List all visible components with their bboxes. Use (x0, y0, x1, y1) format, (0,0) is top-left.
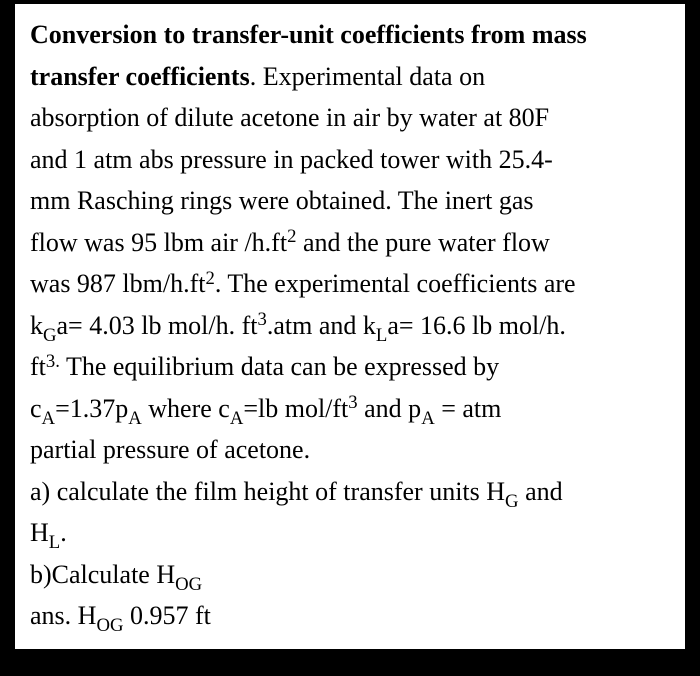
problem-line-1 (30, 14, 671, 56)
kl-symbol: .atm and k (266, 310, 376, 340)
question-b (30, 554, 671, 596)
problem-line-3: absorption of dilute acetone in air by water at 80F (30, 103, 550, 132)
kga-value: a= 4.03 lb mol/h. ft (56, 310, 258, 340)
ca-unit: =lb mol/ft (243, 393, 349, 423)
subscript: OG (175, 573, 203, 595)
problem-card (15, 4, 685, 649)
subscript: L (375, 324, 388, 346)
kg-symbol: k (30, 310, 43, 340)
subscript: A (229, 407, 244, 429)
problem-line-7 (30, 263, 671, 305)
hl-symbol: H (30, 518, 49, 547)
answer-value: 0.957 ft (123, 601, 211, 630)
superscript: 2 (287, 226, 297, 248)
subscript: G (43, 324, 57, 346)
superscript: 2 (205, 267, 215, 289)
water-flow-value: was 987 lbm/h.ft (30, 269, 206, 298)
answer-line (30, 595, 671, 637)
title-bold-part-1: Conversion to transfer-unit coefficients from mass (30, 20, 587, 49)
superscript: 3 (257, 309, 267, 331)
subscript: L (48, 532, 61, 554)
ca-symbol: c (30, 393, 42, 423)
subscript: A (128, 407, 142, 429)
superscript: 3 (348, 392, 358, 414)
problem-line-5: mm Rasching rings were obtained. The inert gas (30, 186, 534, 215)
problem-line-8 (30, 305, 671, 347)
unit-ft: ft (30, 352, 46, 381)
coefficients-intro: . The experimental coefficients are (214, 269, 576, 298)
superscript: 3. (45, 350, 60, 372)
question-a (30, 471, 671, 513)
problem-line-6 (30, 222, 671, 264)
subscript: G (505, 490, 519, 512)
problem-line-2 (30, 56, 671, 98)
question-a-continued (30, 512, 671, 554)
water-flow-text: and the pure water flow (296, 227, 550, 257)
subscript: OG (96, 615, 124, 637)
gas-flow-text: flow was 95 lbm air /h.ft (30, 227, 288, 257)
equilibrium-intro: The equilibrium data can be expressed by (59, 352, 500, 381)
pa-symbol: and p (357, 393, 422, 423)
kla-value: a= 16.6 lb mol/h. (387, 310, 566, 340)
problem-line-11: partial pressure of acetone. (30, 435, 311, 464)
subscript: A (421, 407, 435, 429)
title-bold-part-2: transfer coefficients (30, 61, 250, 91)
problem-line-9 (30, 346, 671, 388)
question-a-and: and (518, 476, 563, 506)
pa-unit: = atm (434, 393, 502, 423)
problem-line-4: and 1 atm abs pressure in packed tower with 25.4- (30, 144, 553, 174)
period: . (60, 518, 67, 547)
subscript: A (41, 407, 56, 429)
title-continuation: . Experimental data on (249, 61, 486, 91)
answer-label: ans. H (30, 601, 97, 630)
question-b-text: b)Calculate H (30, 559, 176, 589)
question-a-text: a) calculate the film height of transfer units H (30, 476, 506, 506)
where-text: where c (141, 393, 230, 423)
bottom-border (0, 649, 700, 676)
equilibrium-relation: =1.37p (55, 393, 129, 423)
problem-line-10 (30, 388, 671, 430)
